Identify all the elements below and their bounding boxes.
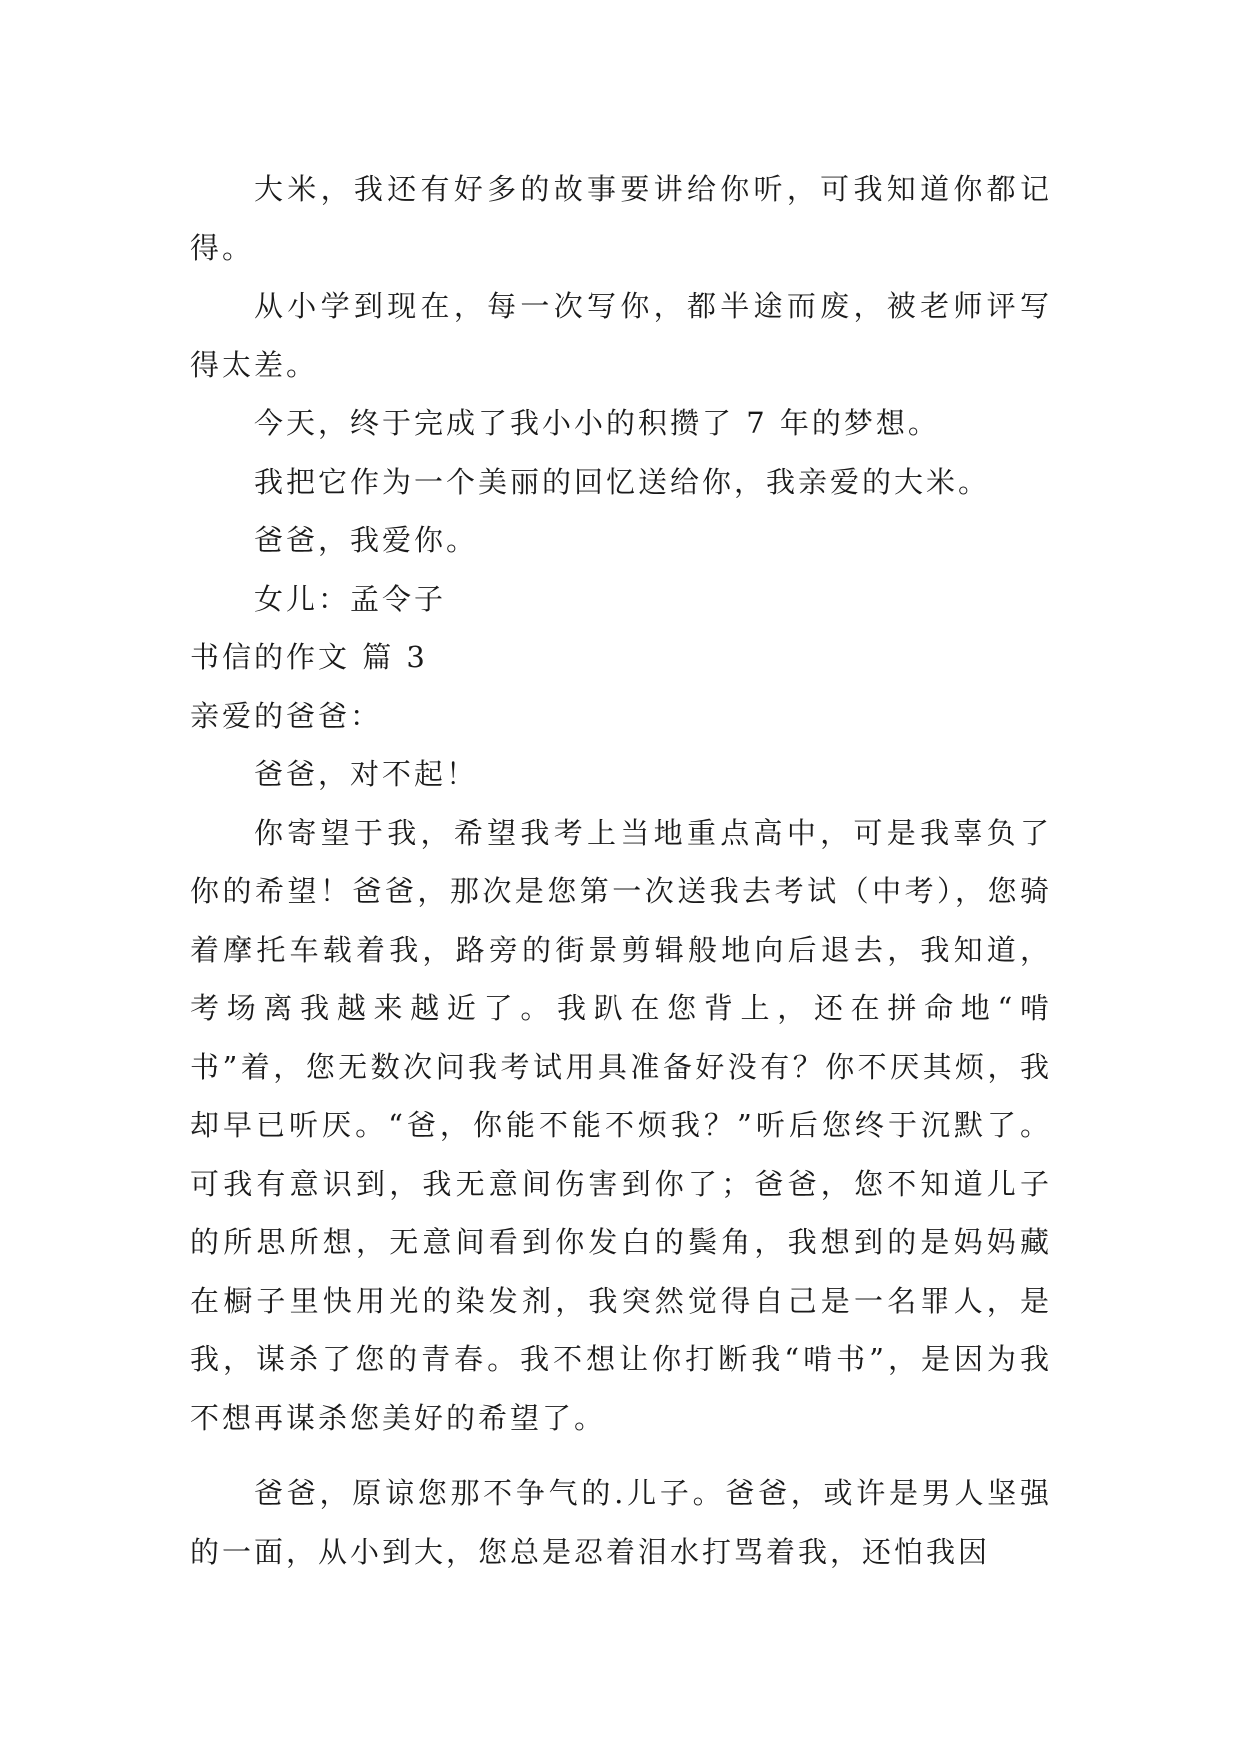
paragraph-exam: 你寄望于我，希望我考上当地重点高中，可是我辜负了你的希望！爸爸，那次是您第一次送我去考试（中考），您骑着摩托车载着我，路旁的街景剪辑般地向后退去，我知道，考场离我越来越近了。我趴在您背上，还在拼命地“啃书”着，您无数次问我考试用具准备好没有？你不厌其烦，我却早已听厌。“爸，你能不能不烦我？”听后您终于沉默了。可我有意识到，我无意间伤害到你了；爸爸，您不知道儿子的所思所想，无意间看到你发白的鬓角，我想到的是妈妈藏在橱子里快用光的染发剂，我突然觉得自己是一名罪人，是我，谋杀了您的青春。我不想让你打断我“啃书”，是因为我不想再谋杀您美好的希望了。 (190, 815, 1052, 1435)
letter-salutation: 亲爱的爸爸： (190, 698, 383, 733)
paragraph-forgive: 爸爸，原谅您那不争气的.儿子。爸爸，或许是男人坚强的一面，从小到大，您总是忍着泪水打骂着我，还怕我因 (190, 1476, 1052, 1569)
section-heading: 书信的作文 篇 3 (190, 640, 428, 674)
paragraph-story: 大米，我还有好多的故事要讲给你听，可我知道你都记得。 (190, 172, 1052, 265)
paragraph-love: 爸爸，我爱你。 (254, 523, 479, 557)
paragraph-dream: 今天，终于完成了我小小的积攒了 7 年的梦想。 (254, 406, 940, 440)
paragraph-memory: 我把它作为一个美丽的回忆送给你，我亲爱的大米。 (254, 464, 991, 499)
paragraph-apology: 爸爸，对不起！ (254, 757, 479, 791)
paragraph-school: 从小学到现在，每一次写你，都半途而废，被老师评写得太差。 (190, 289, 1052, 382)
document-page (190, 160, 1052, 1581)
signature-line: 女儿：孟令子 (254, 581, 447, 616)
